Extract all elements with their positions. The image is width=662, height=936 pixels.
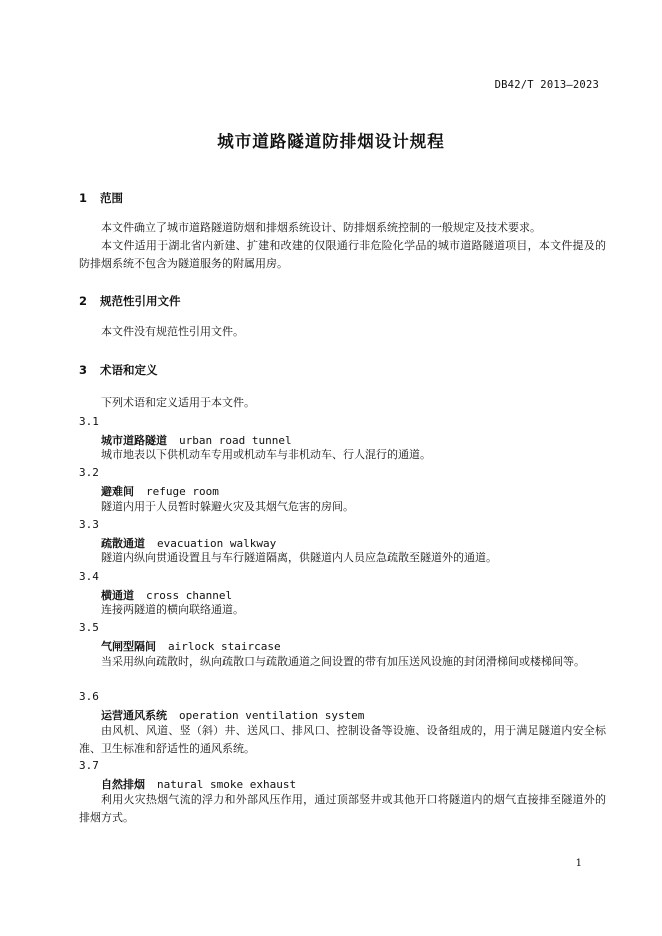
term-en: natural smoke exhaust bbox=[157, 778, 297, 791]
section-title: 范围 bbox=[100, 191, 124, 205]
term-entry bbox=[101, 483, 219, 499]
term-zh: 避难间 bbox=[101, 485, 134, 498]
term-number: 3.1 bbox=[79, 415, 99, 428]
term-zh: 疏散通道 bbox=[101, 537, 145, 550]
term-number: 3.3 bbox=[79, 518, 99, 531]
term-zh: 运营通风系统 bbox=[101, 709, 167, 722]
term-en: airlock staircase bbox=[168, 640, 281, 653]
term-definition: 城市地表以下供机动车专用或机动车与非机动车、行人混行的通道。 bbox=[101, 448, 431, 461]
term-entry bbox=[101, 638, 281, 654]
term-zh: 自然排烟 bbox=[101, 778, 145, 791]
term-definition: 利用火灾热烟气流的浮力和外部风压作用，通过顶部竖井或其他开口将隧道内的烟气直接排至隧道外的排烟方式。 bbox=[79, 793, 606, 824]
term-zh: 城市道路隧道 bbox=[101, 434, 167, 447]
section-heading-terms bbox=[79, 362, 158, 378]
references-paragraph: 本文件没有规范性引用文件。 bbox=[101, 325, 244, 338]
term-en: urban road tunnel bbox=[179, 434, 292, 447]
term-en: refuge room bbox=[146, 485, 219, 498]
section-number: 2 bbox=[79, 294, 88, 308]
terms-intro-paragraph: 下列术语和定义适用于本文件。 bbox=[101, 396, 255, 409]
term-number: 3.4 bbox=[79, 570, 99, 583]
term-number: 3.5 bbox=[79, 621, 99, 634]
term-definition: 隧道内纵向贯通设置且与车行隧道隔离，供隧道内人员应急疏散至隧道外的通道。 bbox=[101, 551, 497, 564]
term-en: evacuation walkway bbox=[157, 537, 277, 550]
standard-number: DB42/T 2013—2023 bbox=[494, 79, 599, 91]
section-title: 规范性引用文件 bbox=[100, 294, 181, 308]
section-heading-scope bbox=[79, 190, 123, 206]
section-heading-normative-references bbox=[79, 293, 181, 309]
scope-paragraph-1: 本文件确立了城市道路隧道防烟和排烟系统设计、防排烟系统控制的一般规定及技术要求。 bbox=[101, 221, 541, 234]
term-number: 3.2 bbox=[79, 466, 99, 479]
term-definition: 由风机、风道、竖（斜）井、送风口、排风口、控制设备等设施、设备组成的，用于满足隧道内安全标准、卫生标准和舒适性的通风系统。 bbox=[79, 724, 606, 755]
term-en: cross channel bbox=[146, 589, 233, 602]
section-number: 1 bbox=[79, 191, 88, 205]
document-title: 城市道路隧道防排烟设计规程 bbox=[217, 132, 445, 151]
section-number: 3 bbox=[79, 363, 88, 377]
term-definition: 连接两隧道的横向联络通道。 bbox=[101, 603, 244, 616]
term-zh: 气闸型隔间 bbox=[101, 640, 156, 653]
term-entry bbox=[101, 776, 296, 792]
term-definition: 隧道内用于人员暂时躲避火灾及其烟气危害的房间。 bbox=[101, 500, 354, 513]
scope-paragraph-2: 本文件适用于湖北省内新建、扩建和改建的仅限通行非危险化学品的城市道路隧道项目，本文件提及的防排烟系统不包含为隧道服务的附属用房。 bbox=[79, 239, 606, 270]
term-number: 3.7 bbox=[79, 759, 99, 772]
term-zh: 横通道 bbox=[101, 589, 134, 602]
term-entry bbox=[101, 707, 364, 723]
term-definition: 当采用纵向疏散时，纵向疏散口与疏散通道之间设置的带有加压送风设施的封闭滑梯间或楼梯间等。 bbox=[101, 655, 585, 668]
term-number: 3.6 bbox=[79, 690, 99, 703]
section-title: 术语和定义 bbox=[100, 363, 158, 377]
page-number: 1 bbox=[575, 858, 582, 869]
term-en: operation ventilation system bbox=[179, 709, 365, 722]
